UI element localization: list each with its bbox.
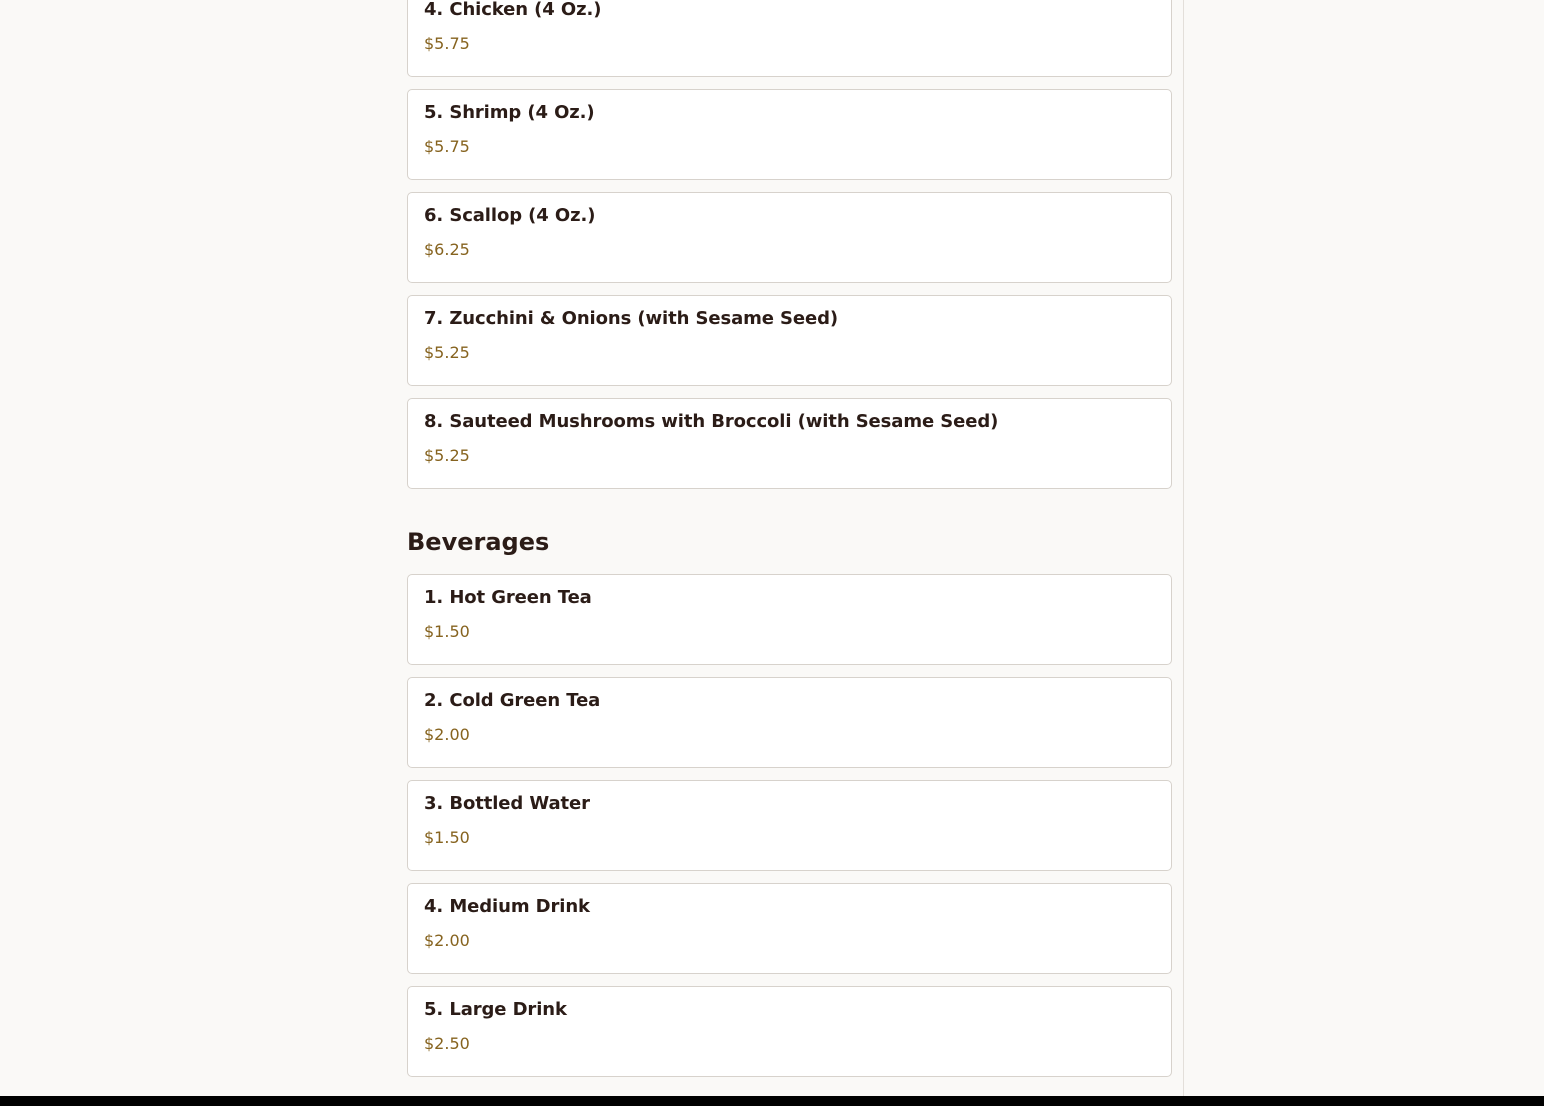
- menu-item-price: $6.25: [424, 240, 470, 259]
- menu-item-card[interactable]: [407, 295, 1172, 386]
- menu-item-price: $5.25: [424, 446, 470, 465]
- menu-item-card[interactable]: [407, 780, 1172, 871]
- menu-item-card[interactable]: [407, 0, 1172, 77]
- footer-bar: [0, 1096, 1544, 1106]
- menu-item-name: 6. Scallop (4 Oz.): [424, 205, 596, 226]
- menu-item-price: $2.00: [424, 725, 470, 744]
- menu-item-price: $2.00: [424, 931, 470, 950]
- menu-item-name: 7. Zucchini & Onions (with Sesame Seed): [424, 308, 839, 329]
- menu-item-price: $1.50: [424, 622, 470, 641]
- menu-item-card[interactable]: [407, 986, 1172, 1077]
- menu-item-name: 1. Hot Green Tea: [424, 587, 592, 608]
- menu-item-name: 5. Large Drink: [424, 999, 567, 1020]
- menu-item-name: 3. Bottled Water: [424, 793, 590, 814]
- menu-item-name: 5. Shrimp (4 Oz.): [424, 102, 595, 123]
- menu-item-card[interactable]: [407, 574, 1172, 665]
- column-divider: [1183, 0, 1184, 1096]
- menu-item-card[interactable]: [407, 883, 1172, 974]
- section-heading-beverages: Beverages: [407, 528, 550, 556]
- menu-item-price: $5.75: [424, 137, 470, 156]
- menu-item-card[interactable]: [407, 398, 1172, 489]
- menu-item-card[interactable]: [407, 677, 1172, 768]
- menu-item-price: $5.75: [424, 34, 470, 53]
- menu-item-name: 8. Sauteed Mushrooms with Broccoli (with Sesame Seed): [424, 411, 999, 432]
- menu-item-price: $5.25: [424, 343, 470, 362]
- menu-item-card[interactable]: [407, 192, 1172, 283]
- menu-item-price: $1.50: [424, 828, 470, 847]
- menu-item-name: 4. Medium Drink: [424, 896, 590, 917]
- menu-item-name: 2. Cold Green Tea: [424, 690, 601, 711]
- menu-item-name: 4. Chicken (4 Oz.): [424, 0, 602, 20]
- menu-item-price: $2.50: [424, 1034, 470, 1053]
- menu-item-card[interactable]: [407, 89, 1172, 180]
